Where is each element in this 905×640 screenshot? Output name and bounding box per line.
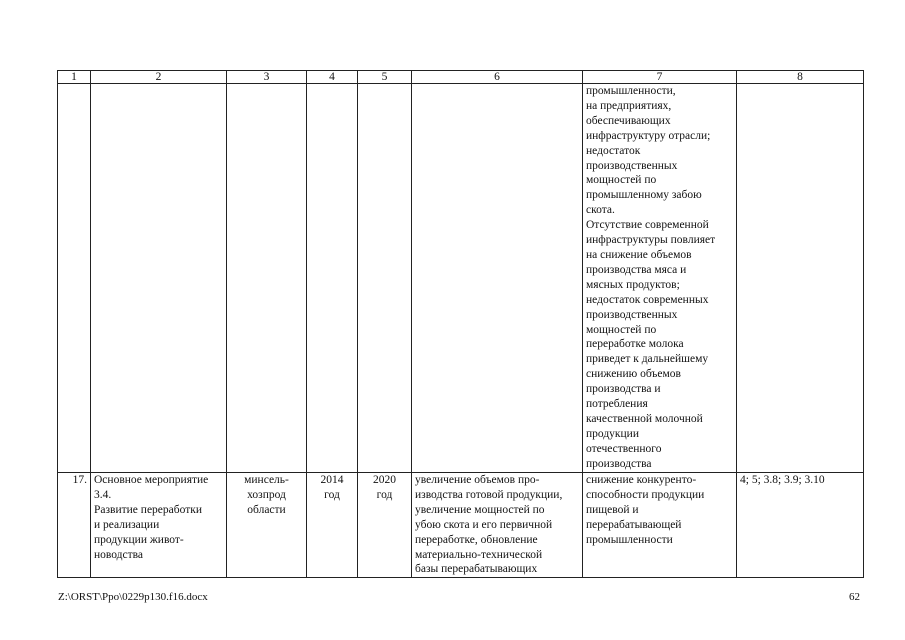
text-line: год	[376, 488, 393, 501]
table-cell	[737, 84, 864, 473]
text-line: снижению объемов	[586, 368, 681, 381]
text-line: на снижение объемов	[586, 248, 692, 261]
consequences-cell	[583, 473, 737, 578]
text-line: мясных продуктов;	[586, 278, 680, 291]
text-line: продукции	[586, 427, 639, 440]
text-line: новодства	[94, 548, 144, 561]
text-line: мощностей по	[586, 174, 657, 187]
header-cell: 3	[227, 71, 307, 84]
text-line: качественной молочной	[586, 412, 703, 425]
header-row	[58, 71, 864, 84]
text-line: производства	[586, 457, 652, 470]
text-line: хозпрод	[247, 488, 286, 501]
text-line: производственных	[586, 159, 678, 172]
table-cell	[307, 84, 358, 473]
text-line: промышленности	[586, 533, 673, 546]
text-line: недостаток современных	[586, 293, 709, 306]
text-line: промышленному забою	[586, 189, 702, 202]
text-line: и реализации	[94, 518, 160, 531]
text-line: инфраструктуры повлияет	[586, 234, 716, 247]
text-line: промышленности,	[586, 85, 676, 97]
text-line: на предприятиях,	[586, 99, 672, 112]
indicator-links-cell: 4; 5; 3.8; 3.9; 3.10	[737, 473, 864, 578]
text-line: 3.4.	[94, 488, 112, 501]
row-number: 17.	[58, 473, 91, 578]
executor-cell	[227, 473, 307, 578]
table-cell	[412, 84, 583, 473]
text-line: продукции живот-	[94, 533, 184, 546]
table-cell	[91, 84, 227, 473]
text-line: 2020	[373, 474, 396, 486]
text-line: скота.	[586, 204, 615, 217]
table-cell	[358, 84, 412, 473]
text-line: способности продукции	[586, 488, 705, 501]
footer-file-path: Z:\ORST\Ppo\0229p130.f16.docx	[58, 591, 208, 603]
text-line: изводства готовой продукции,	[415, 488, 563, 501]
expected-result-cell	[412, 473, 583, 578]
text-line: приведет к дальнейшему	[586, 353, 709, 366]
text-line: обеспечивающих	[586, 114, 671, 127]
text-line: Отсутствие современной	[586, 219, 709, 232]
end-year-cell	[358, 473, 412, 578]
text-line: пищевой и	[586, 503, 639, 516]
text-line: год	[324, 488, 340, 501]
header-cell: 4	[307, 71, 358, 84]
text-line: 2014	[320, 474, 344, 486]
header-cell: 6	[412, 71, 583, 84]
start-year-cell	[307, 473, 358, 578]
risk-text-cell	[583, 84, 737, 473]
text-line: области	[247, 503, 286, 516]
header-cell: 2	[91, 71, 227, 84]
text-line: Основное мероприятие	[94, 474, 209, 486]
text-line: отечественного	[586, 442, 662, 455]
text-line: мощностей по	[586, 323, 657, 336]
text-line: инфраструктуру отрасли;	[586, 129, 711, 142]
table-row-17	[58, 473, 864, 578]
text-line: потребления	[586, 398, 648, 411]
measure-name-cell	[91, 473, 227, 578]
table-row-continuation	[58, 84, 864, 473]
text-line: минсель-	[244, 474, 289, 486]
text-line: переработке, обновление	[415, 533, 538, 546]
text-line: материально-технической	[415, 548, 543, 561]
text-line: убою скота и его первичной	[415, 518, 553, 531]
header-cell: 1	[58, 71, 91, 84]
text-line: недостаток	[586, 144, 641, 157]
text-line: увеличение мощностей по	[415, 503, 545, 516]
text-line: производства мяса и	[586, 263, 687, 276]
header-cell: 8	[737, 71, 864, 84]
text-line: увеличение объемов про-	[415, 474, 540, 486]
table-cell	[227, 84, 307, 473]
table-cell	[58, 84, 91, 473]
text-line: переработке молока	[586, 338, 684, 351]
text-line: перерабатывающей	[586, 518, 682, 531]
text-line: снижение конкуренто-	[586, 474, 697, 486]
footer-page-number: 62	[849, 591, 860, 603]
text-line: базы перерабатывающих	[415, 563, 538, 576]
header-cell: 7	[583, 71, 737, 84]
header-cell: 5	[358, 71, 412, 84]
measures-table	[57, 70, 864, 578]
text-line: Развитие переработки	[94, 503, 202, 516]
text-line: производства и	[586, 383, 661, 396]
text-line: производственных	[586, 308, 678, 321]
